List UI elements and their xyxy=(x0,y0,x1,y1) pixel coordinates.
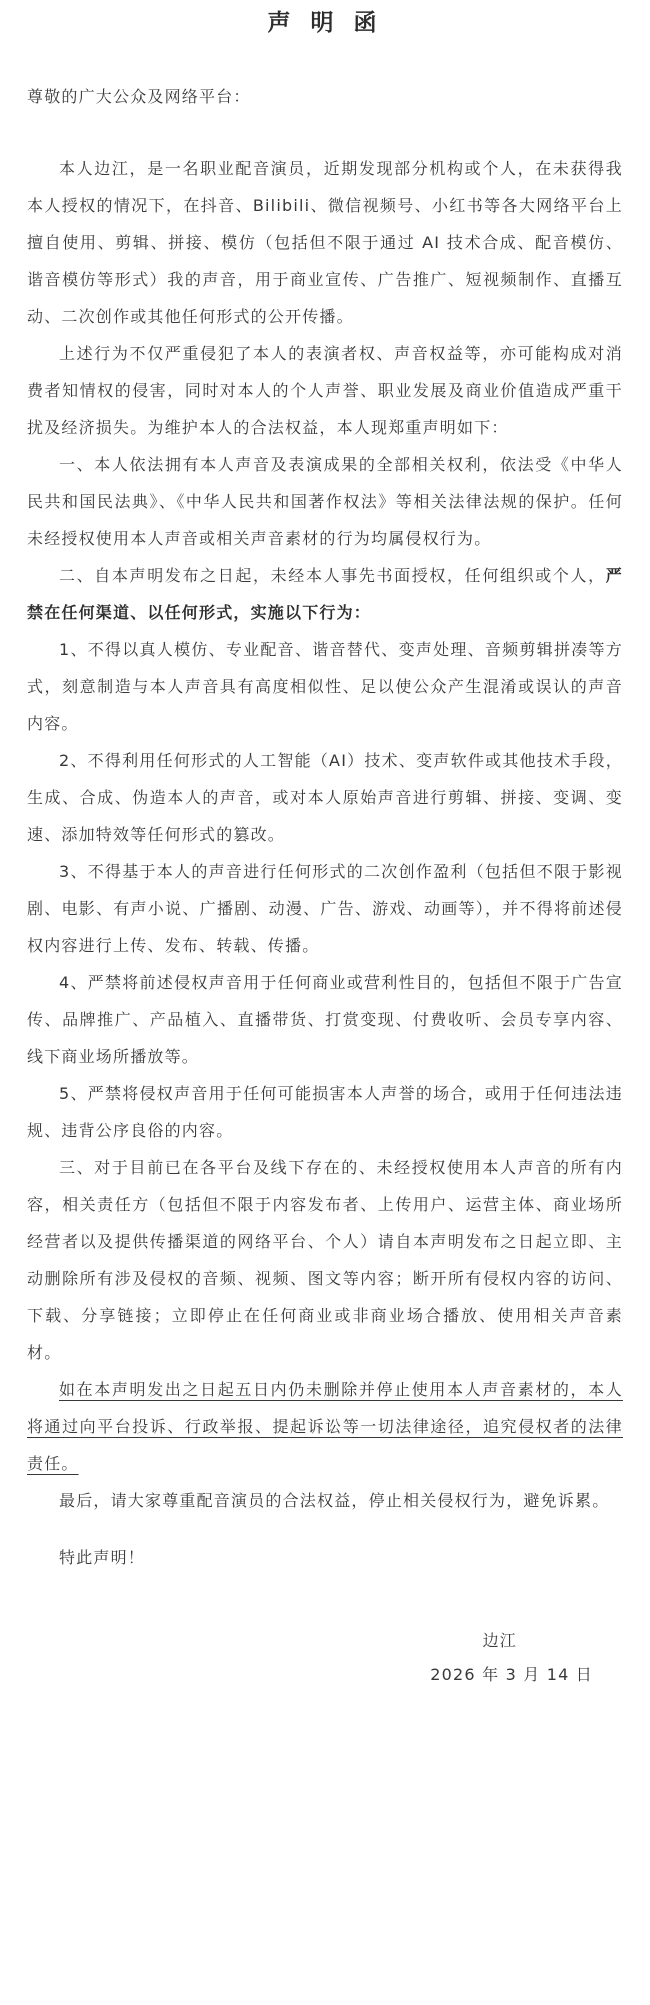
paragraph-clause-2-prohibition xyxy=(27,557,623,631)
clause-2-bold-text: 严禁在任何渠道、以任何形式，实施以下行为： xyxy=(27,566,623,622)
paragraph-item-3-derivative-profit: 3、不得基于本人的声音进行任何形式的二次创作盈利（包括但不限于影视剧、电影、有声小说、广播剧、动漫、广告、游戏、动画等），并不得将前述侵权内容进行上传、发布、转载、传播。 xyxy=(27,862,623,955)
closing-statement: 特此声明！ xyxy=(59,1548,146,1567)
paragraph-intro: 本人边江，是一名职业配音演员，近期发现部分机构或个人，在未获得我本人授权的情况下，在抖音、Bilibili、微信视频号、小红书等各大网络平台上擅自使用、剪辑、拼接、模仿（包括但不限于通过 AI 技术合成、配音模仿、谐音模仿等形式）我的声音，用于商业宣传、广告推广、短视频制作、直播互动、二次创作或其他任何形式的公开传播。 xyxy=(27,159,623,326)
signer-name: 边江 xyxy=(482,1631,517,1650)
signature-block xyxy=(27,1624,623,1692)
paragraph-clause-1-rights: 一、本人依法拥有本人声音及表演成果的全部相关权利，依法受《中华人民共和国民法典》、《中华人民共和国著作权法》等相关法律法规的保护。任何未经授权使用本人声音或相关声音素材的行为均属侵权行为。 xyxy=(27,455,623,548)
paragraph-item-4-commercial-use: 4、严禁将前述侵权声音用于任何商业或营利性目的，包括但不限于广告宣传、品牌推广、产品植入、直播带货、打赏变现、付费收听、会员专享内容、线下商业场所播放等。 xyxy=(27,973,623,1066)
paragraph-item-1-imitation: 1、不得以真人模仿、专业配音、谐音替代、变声处理、音频剪辑拼凑等方式，刻意制造与本人声音具有高度相似性、足以使公众产生混淆或误认的声音内容。 xyxy=(27,640,623,733)
paragraph-harm-description: 上述行为不仅严重侵犯了本人的表演者权、声音权益等，亦可能构成对消费者知情权的侵害，同时对本人的个人声誉、职业发展及商业价值造成严重干扰及经济损失。为维护本人的合法权益，本人现郑重声明如下： xyxy=(27,344,623,437)
signature-date: 2026 年 3 月 14 日 xyxy=(430,1665,593,1684)
paragraph-item-5-reputation: 5、严禁将侵权声音用于任何可能损害本人声誉的场合，或用于任何违法违规、违背公序良俗的内容。 xyxy=(27,1084,623,1140)
clause-2-normal-text: 二、自本声明发布之日起，未经本人事先书面授权，任何组织或个人， xyxy=(59,566,606,585)
paragraph-item-2-ai-synthesis: 2、不得利用任何形式的人工智能（AI）技术、变声软件或其他技术手段，生成、合成、伪造本人的声音，或对本人原始声音进行剪辑、拼接、变调、变速、添加特效等任何形式的篡改。 xyxy=(27,751,623,844)
paragraph-clause-3-removal-demand: 三、对于目前已在各平台及线下存在的、未经授权使用本人声音的所有内容，相关责任方（包括但不限于内容发布者、上传用户、运营主体、商业场所经营者以及提供传播渠道的网络平台、个人）请自本声明发布之日起立即、主动删除所有涉及侵权的音频、视频、图文等内容；断开所有侵权内容的访问、下载、分享链接；立即停止在任何商业或非商业场合播放、使用相关声音素材。 xyxy=(27,1158,623,1362)
paragraph-legal-warning: 如在本声明发出之日起五日内仍未删除并停止使用本人声音素材的，本人将通过向平台投诉、行政举报、提起诉讼等一切法律途径，追究侵权者的法律责任。 xyxy=(27,1380,623,1473)
document-title: 声 明 函 xyxy=(267,10,383,36)
greeting-line: 尊敬的广大公众及网络平台： xyxy=(27,87,251,106)
paragraph-final-appeal: 最后，请大家尊重配音演员的合法权益，停止相关侵权行为，避免诉累。 xyxy=(59,1491,610,1510)
